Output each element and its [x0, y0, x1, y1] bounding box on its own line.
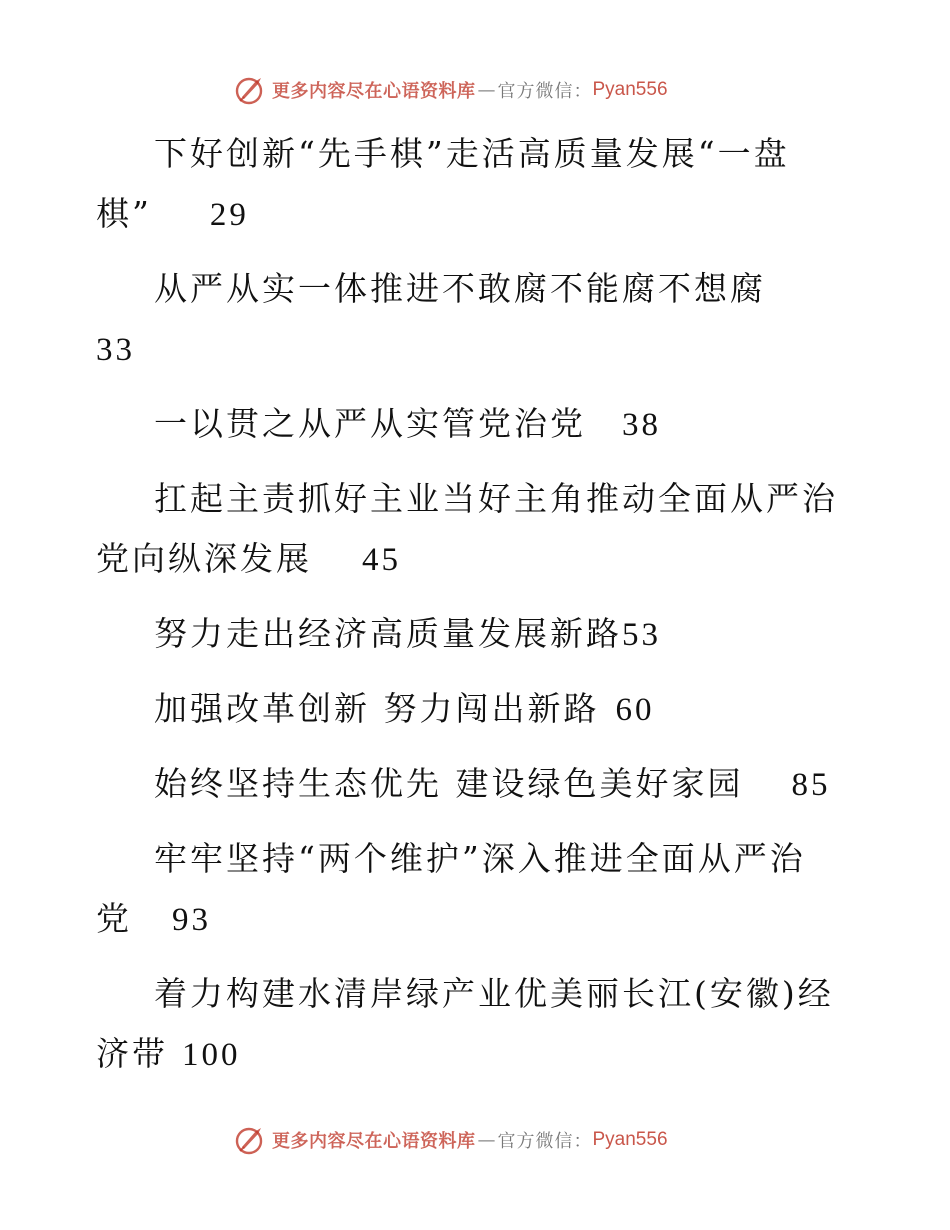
watermark-account-id: Pyan556: [592, 1129, 668, 1150]
header-watermark: [234, 72, 668, 108]
watermark-account-id: Pyan556: [592, 79, 668, 100]
toc-entry-title: 着力构建水清岸绿产业优美丽长江(安徽)经济带: [96, 974, 834, 1073]
toc-entry-title: 加强改革创新 努力闯出新路: [154, 689, 600, 728]
toc-entry-page: 53: [622, 617, 661, 653]
watermark-brand: 更多内容尽在心语资料库: [272, 81, 476, 102]
toc-entry: [96, 679, 840, 740]
toc-entry-title: 努力走出经济高质量发展新路: [154, 614, 622, 653]
toc-entry: [96, 754, 840, 815]
quill-pen-logo-icon: [234, 73, 268, 107]
watermark-account-label: 官方微信：: [497, 1131, 593, 1152]
toc-entry-page: 29: [209, 197, 249, 233]
watermark-account-label: 官方微信：: [497, 81, 593, 102]
toc-entry-page: 33: [96, 332, 135, 368]
toc-entry-page: 38: [622, 407, 661, 443]
toc-entry: [96, 604, 840, 665]
toc-entry-page: 100: [182, 1037, 241, 1073]
toc-entry-page: 85: [791, 767, 831, 803]
toc-entry: [96, 469, 840, 590]
toc-entry-page: 45: [362, 542, 401, 578]
toc-entry: [96, 124, 840, 245]
table-of-contents: [96, 124, 840, 1099]
toc-entry-title: 下好创新“先手棋”走活高质量发展“一盘棋”: [96, 134, 790, 233]
toc-entry: [96, 829, 840, 950]
toc-entry: [96, 964, 840, 1085]
toc-entry-page: 93: [172, 902, 211, 938]
quill-pen-logo-icon: [234, 1123, 268, 1157]
toc-entry-title: 牢牢坚持“两个维护”深入推进全面从严治党: [96, 839, 806, 938]
toc-entry: [96, 259, 840, 380]
toc-entry-title: 从严从实一体推进不敢腐不能腐不想腐: [154, 269, 766, 308]
toc-entry-title: 始终坚持生态优先 建设绿色美好家园: [154, 764, 744, 803]
watermark-separator: —: [477, 79, 496, 101]
toc-entry-title: 一以贯之从严从实管党治党: [154, 404, 586, 443]
toc-entry: [96, 394, 840, 455]
toc-entry-title: 扛起主责抓好主业当好主角推动全面从严治党向纵深发展: [96, 479, 838, 578]
footer-watermark: [234, 1122, 668, 1158]
watermark-brand: 更多内容尽在心语资料库: [272, 1131, 476, 1152]
toc-entry-page: 60: [615, 692, 655, 728]
watermark-separator: —: [477, 1129, 496, 1151]
